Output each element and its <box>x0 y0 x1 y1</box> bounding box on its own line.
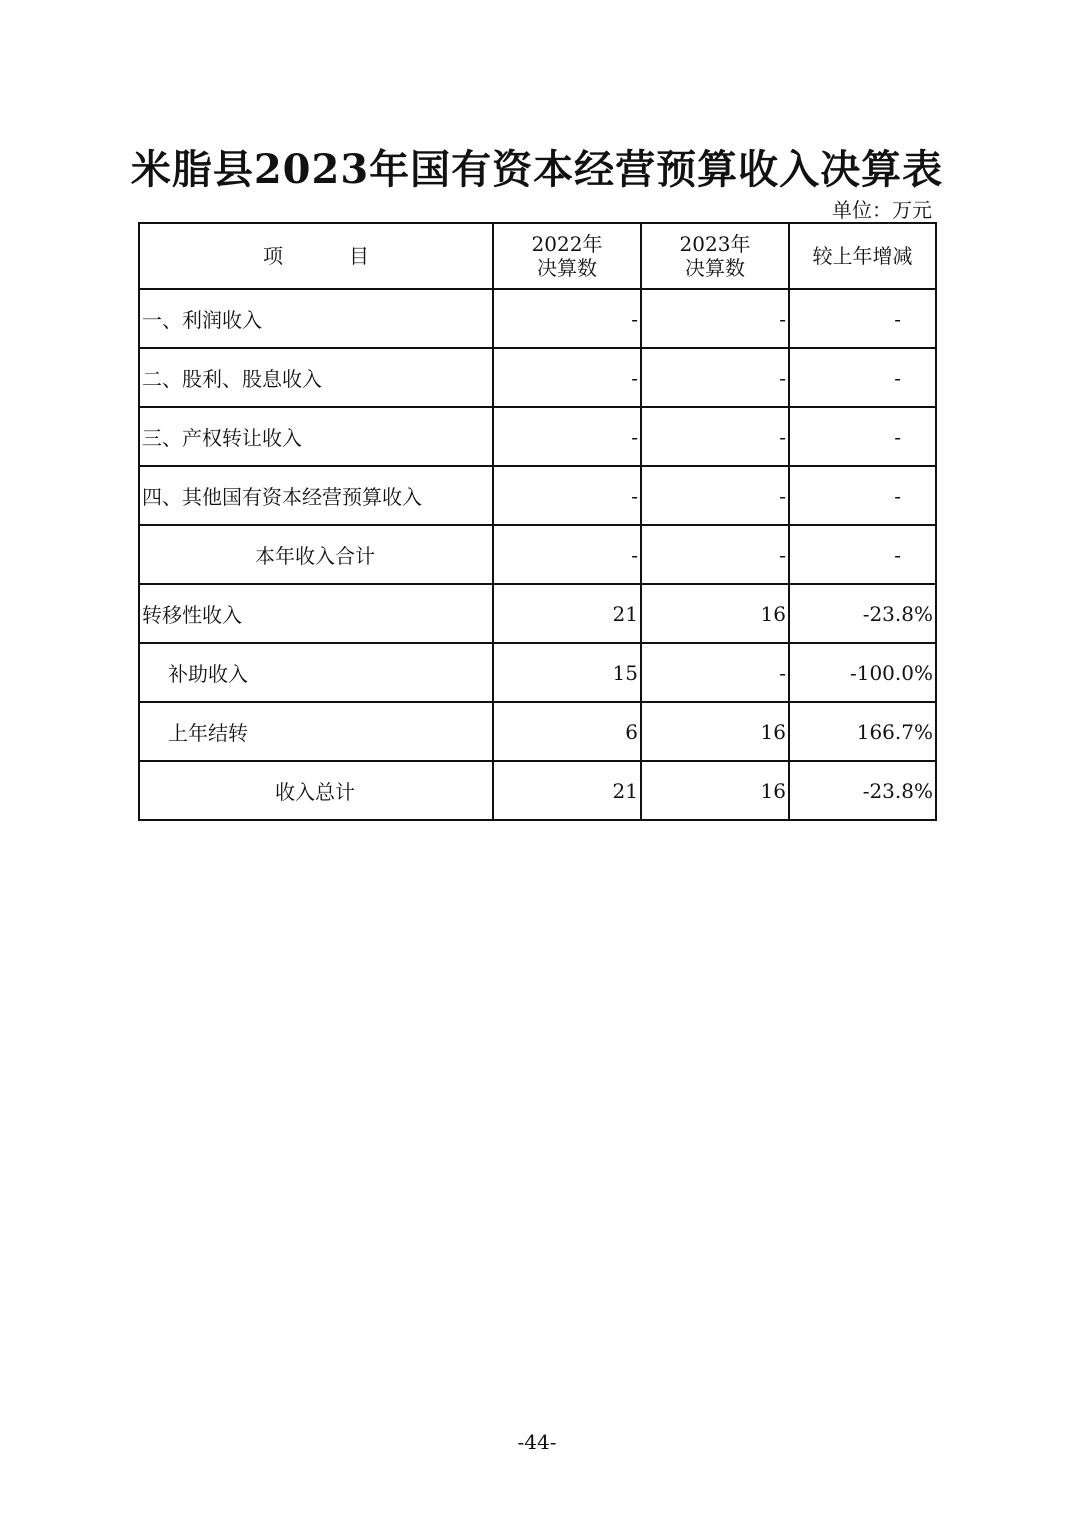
row-item: 本年收入合计 <box>139 525 493 584</box>
row-2023-value: - <box>641 643 789 702</box>
row-2023-value: - <box>641 348 789 407</box>
row-2022-value: 21 <box>493 761 641 820</box>
row-2023-value: 16 <box>641 584 789 643</box>
page-number: -44- <box>517 1430 557 1454</box>
row-2023-value: - <box>641 466 789 525</box>
header-item <box>139 223 493 289</box>
row-2023-value: - <box>641 407 789 466</box>
row-item: 收入总计 <box>139 761 493 820</box>
row-2022-value: - <box>493 466 641 525</box>
row-change-value: - <box>789 407 936 466</box>
row-change-value: 166.7% <box>789 702 936 761</box>
row-change-value: -23.8% <box>789 584 936 643</box>
table-row <box>139 702 936 761</box>
row-2022-value: - <box>493 525 641 584</box>
row-2022-value: - <box>493 289 641 348</box>
table-row <box>139 525 936 584</box>
header-change: 较上年增减 <box>789 223 936 289</box>
row-change-value: -23.8% <box>789 761 936 820</box>
header-2022-year: 2022年 <box>531 232 603 256</box>
header-2023-year: 2023年 <box>679 232 751 256</box>
table-row <box>139 407 936 466</box>
header-item-part2: 目 <box>349 244 369 268</box>
row-change-value: - <box>789 348 936 407</box>
row-item: 补助收入 <box>139 643 493 702</box>
header-2022 <box>493 223 641 289</box>
table-row <box>139 348 936 407</box>
table-row <box>139 643 936 702</box>
header-2023 <box>641 223 789 289</box>
page-title: 米脂县2023年国有资本经营预算收入决算表 <box>130 146 944 193</box>
row-2022-value: 21 <box>493 584 641 643</box>
row-2023-value: 16 <box>641 702 789 761</box>
table-row <box>139 761 936 820</box>
row-2023-value: 16 <box>641 761 789 820</box>
row-item: 二、股利、股息收入 <box>139 348 493 407</box>
header-2023-label: 决算数 <box>685 256 745 280</box>
row-change-value: - <box>789 525 936 584</box>
row-item: 转移性收入 <box>139 584 493 643</box>
row-2023-value: - <box>641 525 789 584</box>
table-header-row <box>139 223 936 289</box>
row-item: 上年结转 <box>139 702 493 761</box>
row-item: 三、产权转让收入 <box>139 407 493 466</box>
unit-label: 单位：万元 <box>832 198 932 222</box>
row-change-value: - <box>789 289 936 348</box>
header-item-part1: 项 <box>263 244 283 268</box>
row-change-value: -100.0% <box>789 643 936 702</box>
table-row <box>139 289 936 348</box>
row-change-value: - <box>789 466 936 525</box>
row-item: 四、其他国有资本经营预算收入 <box>139 466 493 525</box>
row-2022-value: 15 <box>493 643 641 702</box>
row-2022-value: - <box>493 348 641 407</box>
revenue-table <box>138 222 937 821</box>
row-2022-value: 6 <box>493 702 641 761</box>
table-row <box>139 584 936 643</box>
row-item: 一、利润收入 <box>139 289 493 348</box>
table-row <box>139 466 936 525</box>
row-2023-value: - <box>641 289 789 348</box>
header-2022-label: 决算数 <box>537 256 597 280</box>
row-2022-value: - <box>493 407 641 466</box>
